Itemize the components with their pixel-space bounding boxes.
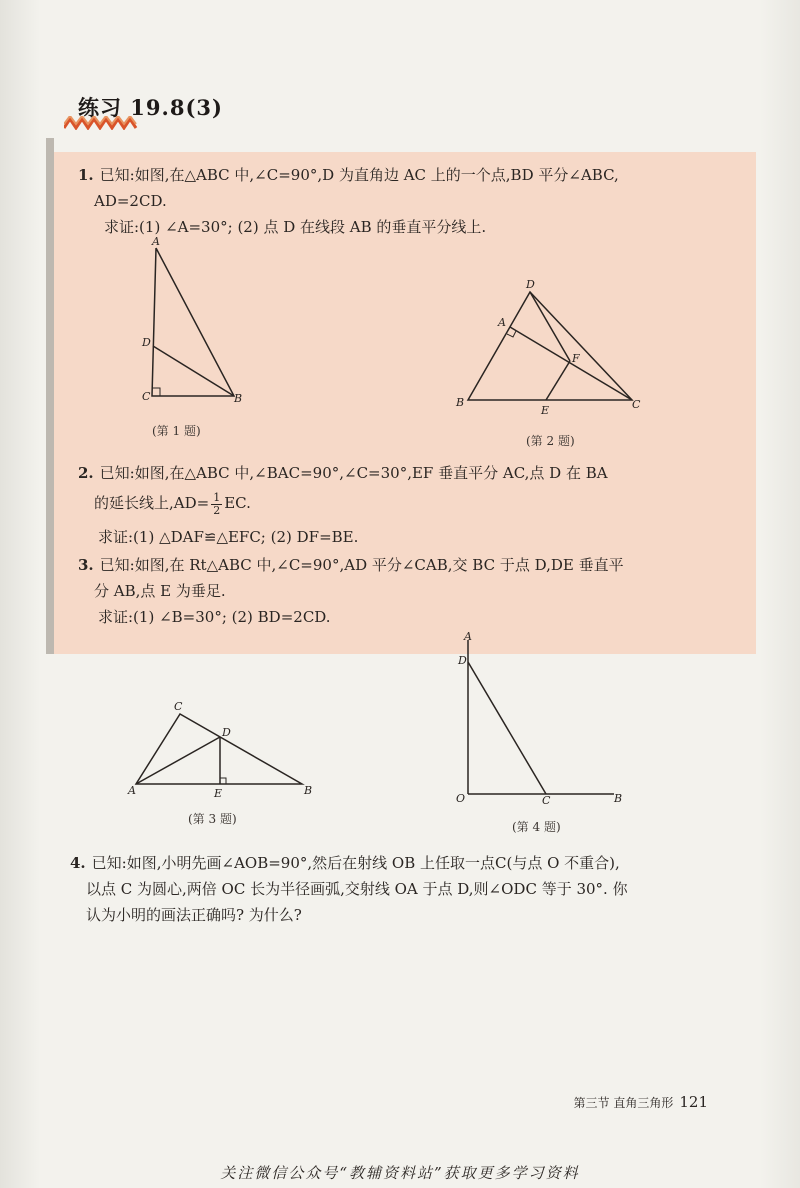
exercise-title: 练习 19.8(3) <box>78 95 223 120</box>
figure-3-caption: (第 3 题) <box>188 812 237 826</box>
problem-text: 已知:如图,在△ABC 中,∠BAC=90°,∠C=30°,EF 垂直平分 AC,点 D 在 BA <box>99 464 608 482</box>
label-O: O <box>456 792 466 805</box>
label-D: D <box>526 278 535 291</box>
fraction-numerator: 1 <box>213 490 221 504</box>
figure-3 <box>124 696 324 800</box>
problem-text: 分 AB,点 E 为垂足. <box>94 582 226 600</box>
label-A: A <box>152 235 160 248</box>
label-B: B <box>304 784 313 797</box>
label-E: E <box>214 787 223 800</box>
problem-1-prove: 求证:(1) ∠A=30°; (2) 点 D 在线段 AB 的垂直平分线上. <box>104 218 487 236</box>
figure-1-caption: (第 1 题) <box>152 424 201 438</box>
label-F: F <box>572 352 580 365</box>
problem-3 <box>78 552 748 604</box>
problem-text: EC. <box>224 494 251 512</box>
problem-text: 的延长线上,AD= <box>94 494 210 512</box>
label-B: B <box>456 396 465 409</box>
figure-2 <box>450 276 650 416</box>
page-number: 121 <box>679 1093 708 1111</box>
label-C: C <box>542 794 551 807</box>
figure-4-caption: (第 4 题) <box>512 820 561 834</box>
label-B: B <box>234 392 243 404</box>
problem-number: 4. <box>70 854 86 872</box>
problem-text: AD=2CD. <box>94 192 167 210</box>
label-D: D <box>142 336 151 349</box>
figure-4 <box>452 630 632 810</box>
problem-number: 1. <box>78 166 94 184</box>
label-D: D <box>458 654 467 667</box>
problem-2 <box>78 460 748 517</box>
label-C: C <box>142 390 151 403</box>
problem-text-line2 <box>78 490 748 517</box>
problem-4 <box>70 850 750 928</box>
fraction-denominator: 2 <box>213 503 221 517</box>
problem-number: 2. <box>78 464 94 482</box>
section-label: 第三节 直角三角形 <box>573 1096 674 1110</box>
problem-3-prove: 求证:(1) ∠B=30°; (2) BD=2CD. <box>98 608 331 626</box>
zigzag-decoration <box>64 116 144 130</box>
label-D: D <box>222 726 231 739</box>
problem-text: 以点 C 为圆心,两倍 OC 长为半径画弧,交射线 OA 于点 D,则∠ODC 等于 30°. 你 <box>86 880 628 898</box>
label-C: C <box>632 398 641 411</box>
problem-text: 已知:如图,在 Rt△ABC 中,∠C=90°,AD 平分∠CAB,交 BC 于点 D,DE 垂直平 <box>99 556 624 574</box>
problem-text: 已知:如图,在△ABC 中,∠C=90°,D 为直角边 AC 上的一个点,BD 平分∠ABC, <box>99 166 619 184</box>
label-B: B <box>614 792 623 805</box>
label-A: A <box>498 316 506 329</box>
watermark-text: 关注微信公众号“教辅资料站”获取更多学习资料 <box>220 1164 580 1182</box>
figure-2-caption: (第 2 题) <box>526 434 575 448</box>
problem-2-prove: 求证:(1) △DAF≌△EFC; (2) DF=BE. <box>98 528 359 546</box>
figure-1 <box>130 234 250 404</box>
fraction <box>211 492 222 517</box>
problem-number: 3. <box>78 556 94 574</box>
label-C: C <box>174 700 183 713</box>
page-footer <box>574 1093 708 1111</box>
problem-1 <box>78 162 748 214</box>
label-A: A <box>128 784 136 797</box>
label-A: A <box>464 630 472 643</box>
box-side-bar <box>46 138 54 654</box>
label-E: E <box>541 404 550 416</box>
problem-text: 已知:如图,小明先画∠AOB=90°,然后在射线 OB 上任取一点C(与点 O 不重合), <box>91 854 620 872</box>
problem-text: 认为小明的画法正确吗? 为什么? <box>86 906 302 924</box>
